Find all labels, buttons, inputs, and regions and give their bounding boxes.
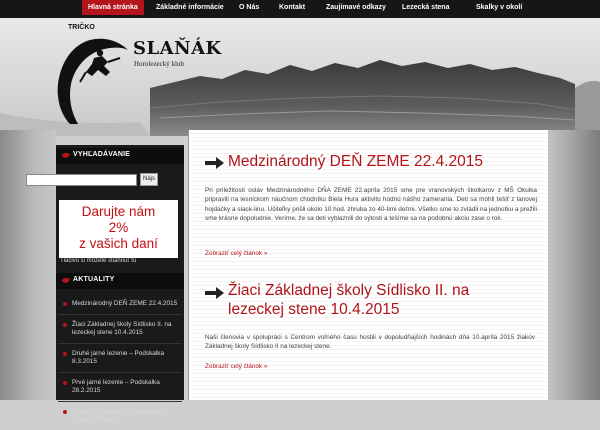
news-item[interactable]	[58, 350, 182, 366]
nav-item-about[interactable]: O Nás	[239, 4, 260, 11]
bullet-icon	[63, 323, 67, 327]
divider	[58, 401, 182, 402]
main-content	[188, 130, 548, 400]
search-widget-title: VYHĽADÁVANIE	[73, 151, 131, 158]
news-item[interactable]	[58, 300, 182, 308]
read-more-link[interactable]: Zobraziť celý článok »	[205, 250, 268, 257]
divider	[58, 314, 182, 315]
red-bullet-icon	[61, 152, 71, 160]
divider	[58, 343, 182, 344]
site-title[interactable]: SLAŇÁK	[133, 38, 222, 59]
news-widget-header	[56, 273, 184, 289]
donate-line-1: Darujte nám	[81, 204, 156, 219]
post-title-line-1[interactable]: Žiaci Základnej školy Sídlisko II. na	[228, 282, 470, 299]
donate-line-3: z vašich daní	[79, 236, 158, 251]
divider	[58, 372, 182, 373]
bullet-icon	[63, 381, 67, 385]
news-item[interactable]	[58, 408, 182, 424]
news-item-label: Žiaci Základnej školy Sídlisko II. na lezeckej stene 10.4.2015	[72, 321, 172, 336]
search-button[interactable]: Nájs	[140, 173, 158, 186]
bullet-icon	[63, 410, 67, 414]
arrow-right-icon	[205, 286, 225, 300]
climber-logo-icon	[50, 36, 130, 126]
top-navigation	[0, 0, 600, 18]
news-item[interactable]	[58, 321, 182, 337]
search-input[interactable]	[26, 174, 137, 186]
news-item-label: Druhé jarné lezenie – Podskalka 8.3.2015	[72, 350, 165, 365]
grunge-texture-left	[0, 130, 56, 400]
nav-item-links[interactable]: Zaujímavé odkazy	[326, 4, 386, 11]
post-title-line-2[interactable]: lezeckej stene 10.4.2015	[228, 301, 400, 318]
post-excerpt: Pri príležitosti osláv Medzinárodného DŇA ZEME 22.apríla 2015 sme pre vranovských školkarov z MŠ Okulka pripravili na lesníckom náučnom chodníku Biela Hura aktivitu hodnú nášho zamerania. Deti sa mohli tešiť z lanovej hojdačky a slack-linu. Učiteľky prišli okolo 10 hod. zhruba zo 40-timi deťmi. Všetko sme to zvládli na jednotku a prežili sme krásne dopoludnie. Veríme, že sa deti vyblaznili do sýtosti a tešíme sa na podobnú akciu zase o rok.	[205, 187, 537, 223]
donate-caption[interactable]: Tlačivo si môžete stiahnuť tu	[60, 258, 137, 264]
nav-item-contact[interactable]: Kontakt	[279, 4, 306, 11]
post-excerpt: Naši členovia v spolupráci s Centrom voľného času hostili v dopoludňajších hodinách dňa 10.apríla 2015 žiakov Základnej školy Sídlisko II na lezeckej stene.	[205, 334, 535, 351]
grunge-texture-right	[548, 130, 600, 400]
read-more-link[interactable]: Zobraziť celý článok »	[205, 363, 268, 370]
news-item-label: Novoročná beseda s himalájistom Vladom Štrbom	[72, 408, 168, 423]
donate-line-2: 2%	[108, 220, 129, 235]
nav-item-basic-info[interactable]: Základné informácie	[156, 4, 224, 11]
nav-item-climbing-wall[interactable]: Lezecká stena	[402, 4, 450, 11]
arrow-right-icon	[205, 156, 225, 170]
red-bullet-icon	[61, 277, 71, 285]
bullet-icon	[63, 302, 67, 306]
nav-item-tshirt[interactable]: TRIČKO	[68, 24, 95, 31]
nav-item-home[interactable]: Hlavná stránka	[82, 0, 144, 15]
site-header	[0, 18, 600, 136]
search-widget-header	[56, 148, 184, 164]
news-item-label: Medzinárodný DEŇ ZEME 22.4.2015	[72, 300, 178, 307]
bullet-icon	[63, 352, 67, 356]
post-title[interactable]: Medzinárodný DEŇ ZEME 22.4.2015	[228, 153, 484, 170]
donate-banner[interactable]	[59, 200, 178, 258]
site-subtitle: Horolezecký klub	[134, 60, 184, 68]
news-widget-title: AKTUALITY	[73, 276, 115, 283]
news-item-label: Prvé jarné lezenie – Podskalka 28.2.2015	[72, 379, 160, 394]
nav-item-rocks[interactable]: Skalky v okolí	[476, 4, 523, 11]
news-list	[58, 300, 182, 430]
news-item[interactable]	[58, 379, 182, 395]
